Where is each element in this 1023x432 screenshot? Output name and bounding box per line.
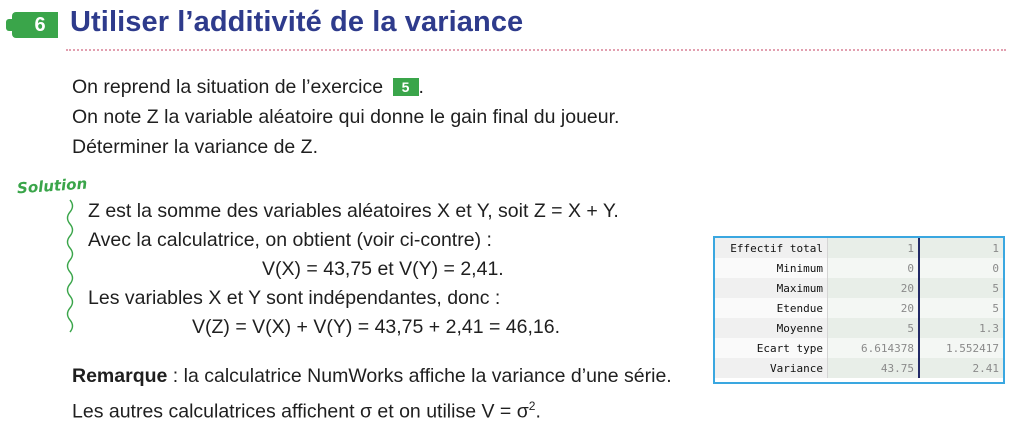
solution-body (88, 197, 619, 342)
stat-value-x: 1 (828, 238, 920, 258)
statement-line-1-end: . (418, 76, 424, 98)
solution-squiggle (63, 198, 77, 340)
statement-line-2: On note Z la variable aléatoire qui donne le gain final du joueur. (72, 106, 620, 128)
stat-value-x: 20 (828, 278, 920, 298)
remark-label: Remarque (72, 365, 168, 387)
exercise-number: 6 (34, 14, 46, 36)
stat-value-y: 5 (919, 298, 1003, 318)
remark-block (72, 361, 672, 427)
stat-value-y: 5 (919, 278, 1003, 298)
remark-text-2-end: . (535, 400, 541, 423)
stat-label: Minimum (715, 258, 828, 278)
stat-value-y: 1.3 (919, 318, 1003, 338)
solution-label: Solution (16, 174, 88, 198)
solution-line-4: Les variables X et Y sont indépendantes, donc : (88, 287, 501, 309)
title-divider (66, 49, 1006, 51)
exercise-header (0, 0, 1023, 52)
stat-label: Effectif total (715, 238, 828, 258)
solution-line-3: V(X) = 43,75 et V(Y) = 2,41. (262, 258, 504, 280)
table-row (715, 258, 1003, 278)
remark-text-1: : la calculatrice NumWorks affiche la variance d’une série. (167, 365, 672, 387)
statement-line-1-text: On reprend la situation de l’exercice (72, 76, 384, 98)
table-row (715, 278, 1003, 298)
table-row (715, 358, 1003, 378)
table-row (715, 238, 1003, 258)
stat-value-x: 5 (828, 318, 920, 338)
table-row (715, 298, 1003, 318)
stat-value-x: 20 (828, 298, 920, 318)
remark-exponent: 2 (528, 399, 536, 413)
statement-line-1 (72, 72, 619, 102)
stat-label: Maximum (715, 278, 828, 298)
stat-label: Moyenne (715, 318, 828, 338)
exercise-reference-badge: 5 (393, 78, 419, 96)
stat-label: Ecart type (715, 338, 828, 358)
exercise-statement (72, 72, 619, 162)
table-row (715, 318, 1003, 338)
exercise-number-badge (12, 12, 58, 38)
remark-line-2 (72, 391, 672, 427)
statistics-table (715, 238, 1003, 378)
stat-value-x: 0 (828, 258, 920, 278)
stat-value-y: 0 (919, 258, 1003, 278)
stat-value-y: 1.552417 (919, 338, 1003, 358)
stat-value-y: 1 (919, 238, 1003, 258)
exercise-title: Utiliser l’additivité de la variance (70, 6, 524, 38)
remark-line-1 (72, 361, 672, 391)
stat-label: Variance (715, 358, 828, 378)
solution-line-1: Z est la somme des variables aléatoires X et Y, soit Z = X + Y. (88, 200, 619, 222)
statement-line-3: Déterminer la variance de Z. (72, 136, 319, 158)
table-row (715, 338, 1003, 358)
stat-label: Etendue (715, 298, 828, 318)
stat-value-x: 43.75 (828, 358, 920, 378)
stat-value-y: 2.41 (919, 358, 1003, 378)
calculator-screenshot (713, 236, 1005, 384)
solution-line-5: V(Z) = V(X) + V(Y) = 43,75 + 2,41 = 46,16. (192, 316, 560, 338)
remark-text-2: Les autres calculatrices affichent σ et on utilise V = σ (72, 400, 529, 423)
solution-line-2: Avec la calculatrice, on obtient (voir ci-contre) : (88, 229, 492, 251)
stat-value-x: 6.614378 (828, 338, 920, 358)
